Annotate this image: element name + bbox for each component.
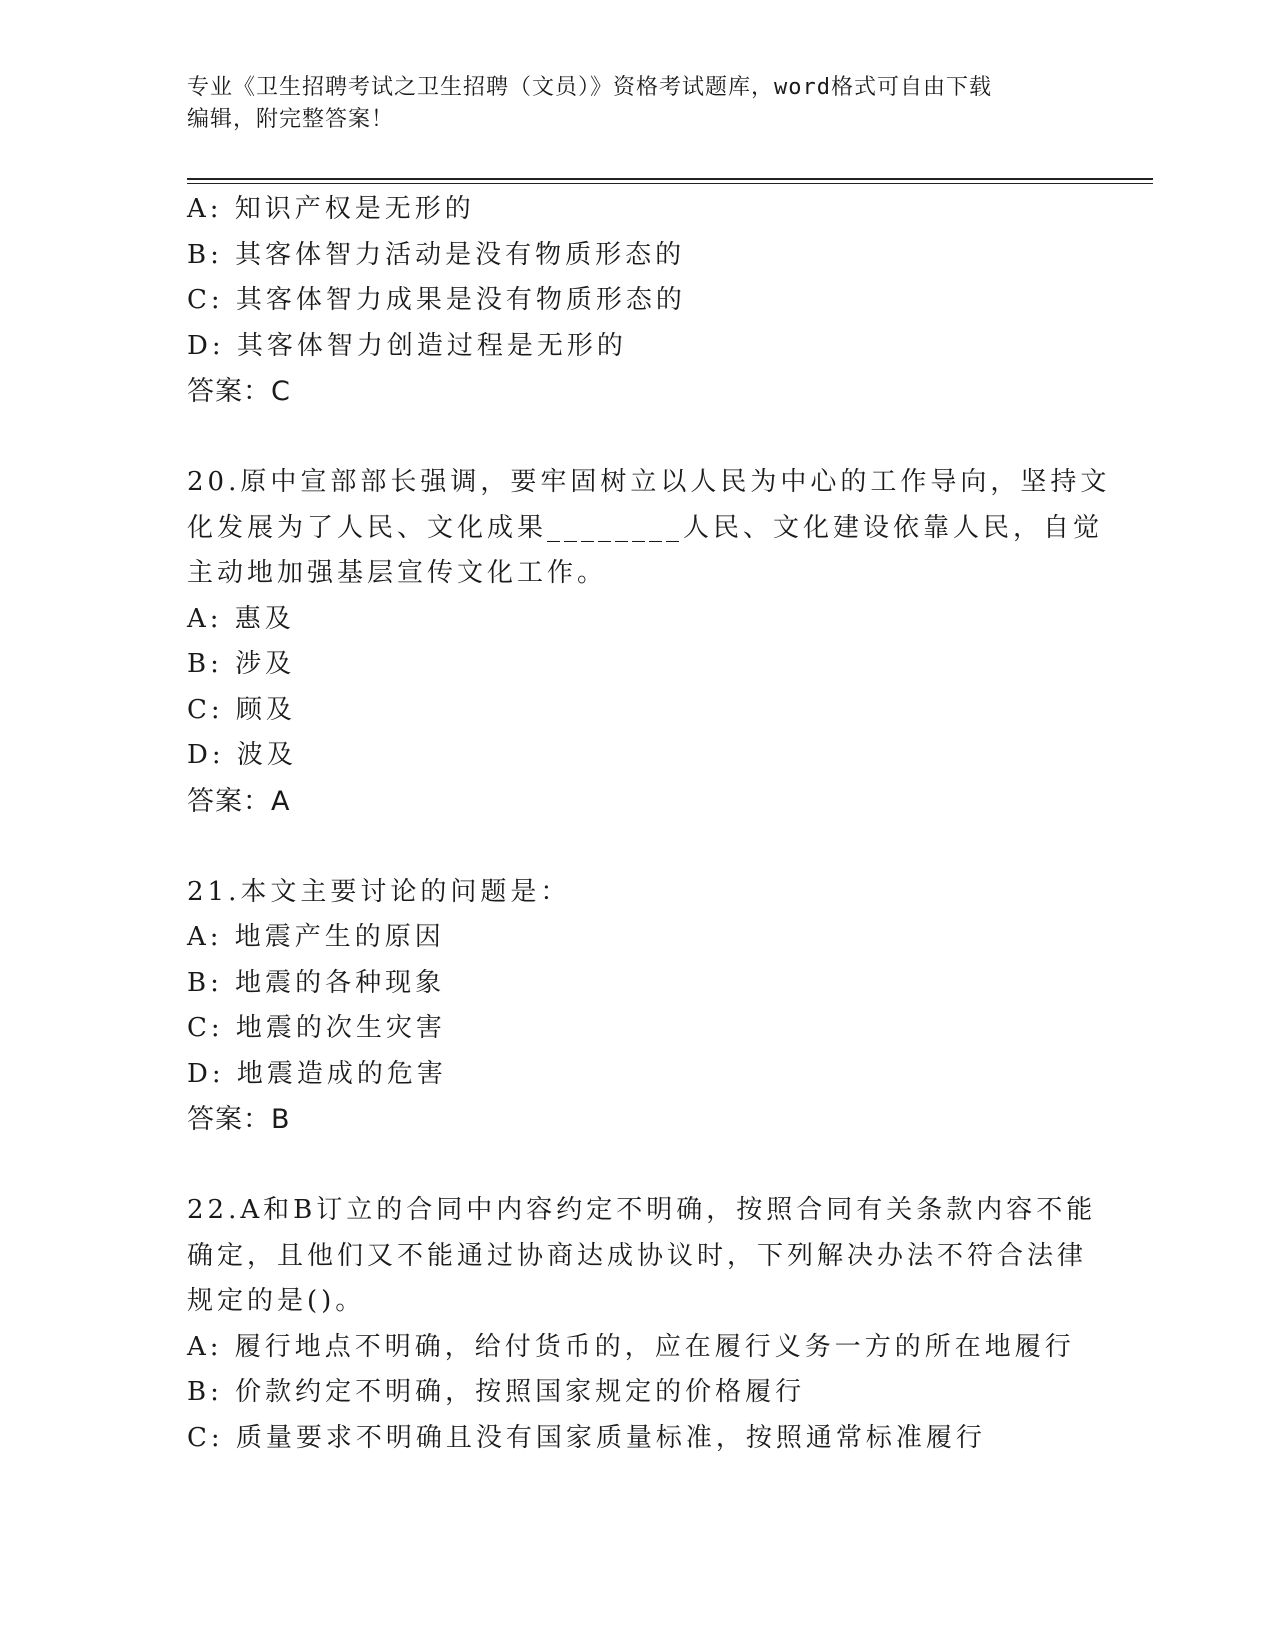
option-a: A: 履行地点不明确，给付货币的，应在履行义务一方的所在地履行 <box>187 1331 1075 1362</box>
option-a: A: 知识产权是无形的 <box>187 194 475 224</box>
question-list <box>187 187 1111 1461</box>
option-c: C: 质量要求不明确且没有国家质量标准，按照通常标准履行 <box>187 1422 986 1453</box>
question-21 <box>187 870 1087 1143</box>
option-b: B: 地震的各种现象 <box>187 967 446 998</box>
option-c: C: 地震的次生灾害 <box>187 1013 446 1043</box>
question-stem-line: 21.本文主要讨论的问题是： <box>187 876 571 907</box>
option-b: B: 价款约定不明确，按照国家规定的价格履行 <box>187 1377 806 1407</box>
answer: 答案：B <box>187 1104 291 1135</box>
option-d: D: 其客体智力创造过程是无形的 <box>187 330 627 361</box>
option-a: A: 惠及 <box>187 603 295 634</box>
question-20 <box>187 460 1111 824</box>
spacer <box>187 824 1087 870</box>
question-19 <box>187 187 1087 415</box>
page-header <box>187 72 1087 136</box>
header-divider-thin <box>187 183 1153 184</box>
header-line-1: 专业《卫生招聘考试之卫生招聘（文员）》资格考试题库，word格式可自由下载 <box>187 75 992 100</box>
option-d: D: 波及 <box>187 740 297 770</box>
spacer <box>187 1143 1087 1189</box>
answer: 答案：C <box>187 376 291 407</box>
question-stem-line: 22.A和B订立的合同中内容约定不明确，按照合同有关条款内容不能 <box>187 1195 1097 1225</box>
option-b: B: 其客体智力活动是没有物质形态的 <box>187 239 686 270</box>
option-a: A: 地震产生的原因 <box>187 922 445 952</box>
question-stem-line: 主动地加强基层宣传文化工作。 <box>187 558 608 588</box>
question-stem-line: 化发展为了人民、文化成果________人民、文化建设依靠人民，自觉 <box>187 512 1104 543</box>
header-divider <box>187 178 1153 180</box>
option-b: B: 涉及 <box>187 649 296 679</box>
question-22 <box>187 1188 1097 1461</box>
answer: 答案：A <box>187 785 291 817</box>
option-d: D: 地震造成的危害 <box>187 1058 447 1089</box>
question-stem-line: 确定，且他们又不能通过协商达成协议时，下列解决办法不符合法律 <box>187 1240 1088 1271</box>
spacer <box>187 415 1087 461</box>
question-stem-line: 20.原中宣部部长强调，要牢固树立以人民为中心的工作导向，坚持文 <box>187 467 1111 497</box>
header-line-2: 编辑，附完整答案！ <box>187 107 395 132</box>
question-stem-line: 规定的是()。 <box>187 1286 366 1316</box>
option-c: C: 其客体智力成果是没有物质形态的 <box>187 285 686 315</box>
option-c: C: 顾及 <box>187 694 296 725</box>
